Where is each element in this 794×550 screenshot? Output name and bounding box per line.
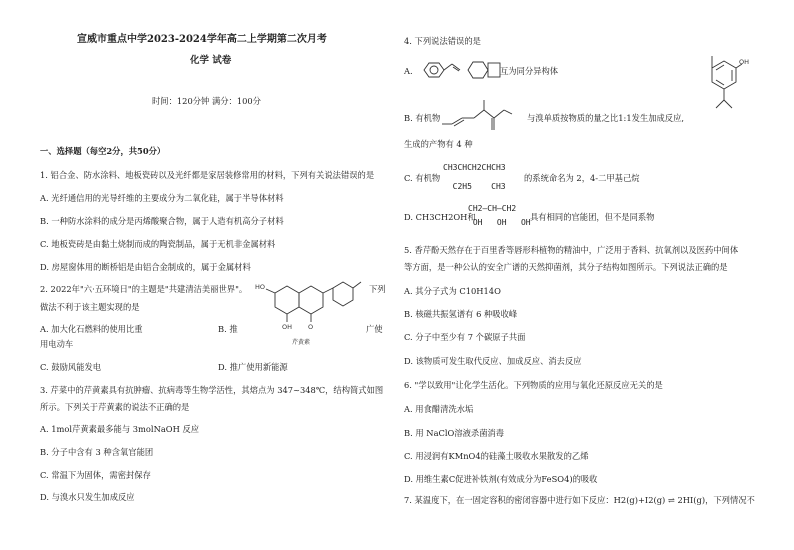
q4-d-formula-bottom: OH OH OH bbox=[468, 218, 531, 227]
q1-stem: 1. 铝合金、防水涂料、地板瓷砖以及光纤都是家居装修常用的材料，下列有关说法错误的是 bbox=[40, 170, 375, 180]
q1-option-b: B. 一种防水涂料的成分是丙烯酸聚合物，属于人造有机高分子材料 bbox=[40, 216, 284, 226]
q4-option-d-prefix: D. CH3CH2OH和 bbox=[404, 212, 476, 222]
q1-option-a: A. 光纤通信用的光导纤维的主要成分为二氧化硅，属于半导体材料 bbox=[40, 193, 284, 203]
q4-d-formula-top: CH2—CH—CH2 bbox=[468, 204, 517, 213]
q2-option-b-right: 广使 bbox=[366, 324, 383, 334]
q4-option-b-suffix: 与溴单质按物质的量之比1:1发生加成反应, bbox=[527, 113, 685, 123]
q3-option-c: C. 常温下为固体，需密封保存 bbox=[40, 470, 151, 480]
q4-option-b-prefix: B. 有机物 bbox=[404, 113, 441, 123]
q4-option-a-prefix: A. bbox=[404, 66, 413, 76]
apigenin-label: 芹黄素 bbox=[292, 339, 311, 346]
q5-stem-line1: 5. 香芹酚天然存在于百里香等唇形科植物的精油中，广泛用于香料、抗氧剂以及医药中间体 bbox=[404, 245, 739, 255]
q6-stem: 6. "学以致用"让化学生活化。下列物质的应用与氧化还原反应无关的是 bbox=[404, 380, 663, 390]
exam-subject: 化学 试卷 bbox=[190, 55, 232, 66]
q3-stem-line1: 3. 芹菜中的芹黄素具有抗肿瘤、抗病毒等生物学活性，其熔点为 347~348℃，结构简式如图 bbox=[40, 385, 384, 395]
q5-stem-line2: 等方面，是一种公认的安全广谱的天然抑菌剂，其分子结构如图所示。下列说法正确的是 bbox=[404, 262, 728, 272]
q5-option-c: C. 分子中至少有 7 个碳原子共面 bbox=[404, 332, 526, 342]
svg-text:OH: OH bbox=[282, 323, 293, 331]
svg-text:HO: HO bbox=[255, 283, 266, 291]
exam-title: 宣威市重点中学2023-2024学年高二上学期第二次月考 bbox=[77, 34, 327, 45]
q4-c-formula-top: CH3CHCH2CHCH3 bbox=[443, 163, 506, 172]
q2-option-b: B. 推 bbox=[218, 324, 238, 334]
carvacrol-structure-icon bbox=[690, 50, 750, 125]
q1-option-d: D. 房屋窗体用的断桥铝是由铝合金制成的，属于金属材料 bbox=[40, 262, 251, 272]
q3-option-d: D. 与溴水只发生加成反应 bbox=[40, 492, 135, 502]
q2-option-d: D. 推广使用新能源 bbox=[218, 362, 288, 372]
q2-stem-line1: 2. 2022年"六·五环境日"的主题是"共建清洁美丽世界"。 bbox=[40, 284, 248, 294]
q2-option-b-cont: 用电动车 bbox=[40, 339, 74, 349]
svg-text:OH: OH bbox=[739, 58, 750, 66]
q4-option-c-prefix: C. 有机物 bbox=[404, 173, 441, 183]
q6-option-a: A. 用食醋清洗水垢 bbox=[404, 404, 474, 414]
q5-option-b: B. 核磁共振氢谱有 6 种吸收峰 bbox=[404, 309, 518, 319]
svg-text:O: O bbox=[308, 323, 314, 331]
q2-stem-line2: 做法不利于该主题实现的是 bbox=[40, 302, 140, 312]
q7-stem: 7. 某温度下，在一固定容积的密闭容器中进行如下反应：H2(g)+I2(g) ⇌ 2HI(g)，下列情况不 bbox=[404, 495, 755, 505]
diene-structure-icon bbox=[440, 96, 525, 136]
q3-stem-line2: 所示。下列关于芹黄素的说法不正确的是 bbox=[40, 402, 190, 412]
q4-option-d-suffix: 具有相同的官能团，但不是同系物 bbox=[530, 212, 655, 222]
q4-option-b-cont: 生成的产物有 4 种 bbox=[404, 139, 473, 149]
q3-option-b: B. 分子中含有 3 种含氧官能团 bbox=[40, 447, 154, 457]
q5-option-a: A. 其分子式为 C10H14O bbox=[404, 286, 501, 296]
q2-option-a: A. 加大化石燃料的使用比重 bbox=[40, 324, 143, 334]
apigenin-structure-icon bbox=[255, 278, 375, 338]
q2-stem-line1-right: 下列 bbox=[369, 284, 386, 294]
q4-c-formula-bottom: C2H5 CH3 bbox=[443, 182, 506, 191]
q2-option-c: C. 鼓励风能发电 bbox=[40, 362, 102, 372]
q5-option-d: D. 该物质可发生取代反应、加成反应、消去反应 bbox=[404, 356, 582, 366]
q3-option-a: A. 1mol芹黄素最多能与 3molNaOH 反应 bbox=[40, 424, 200, 434]
q1-option-c: C. 地板瓷砖是由黏土烧制而成的陶瓷制品，属于无机非金属材料 bbox=[40, 239, 276, 249]
q6-option-c: C. 用浸润有KMnO4的硅藻土吸收水果散发的乙烯 bbox=[404, 451, 589, 461]
q4-option-c-suffix: 的系统命名为 2，4-二甲基己烷 bbox=[524, 173, 640, 183]
q4-option-a-suffix: 互为同分异构体 bbox=[500, 66, 559, 76]
q6-option-d: D. 用维生素C促进补铁剂(有效成分为FeSO4)的吸收 bbox=[404, 474, 598, 484]
q6-option-b: B. 用 NaClO溶液杀菌消毒 bbox=[404, 428, 505, 438]
exam-time: 时间：120分钟 满分：100分 bbox=[152, 96, 261, 106]
q4-stem: 4. 下列说法错误的是 bbox=[404, 36, 481, 46]
section-heading: 一、选择题（每空2分，共50分） bbox=[40, 146, 166, 156]
